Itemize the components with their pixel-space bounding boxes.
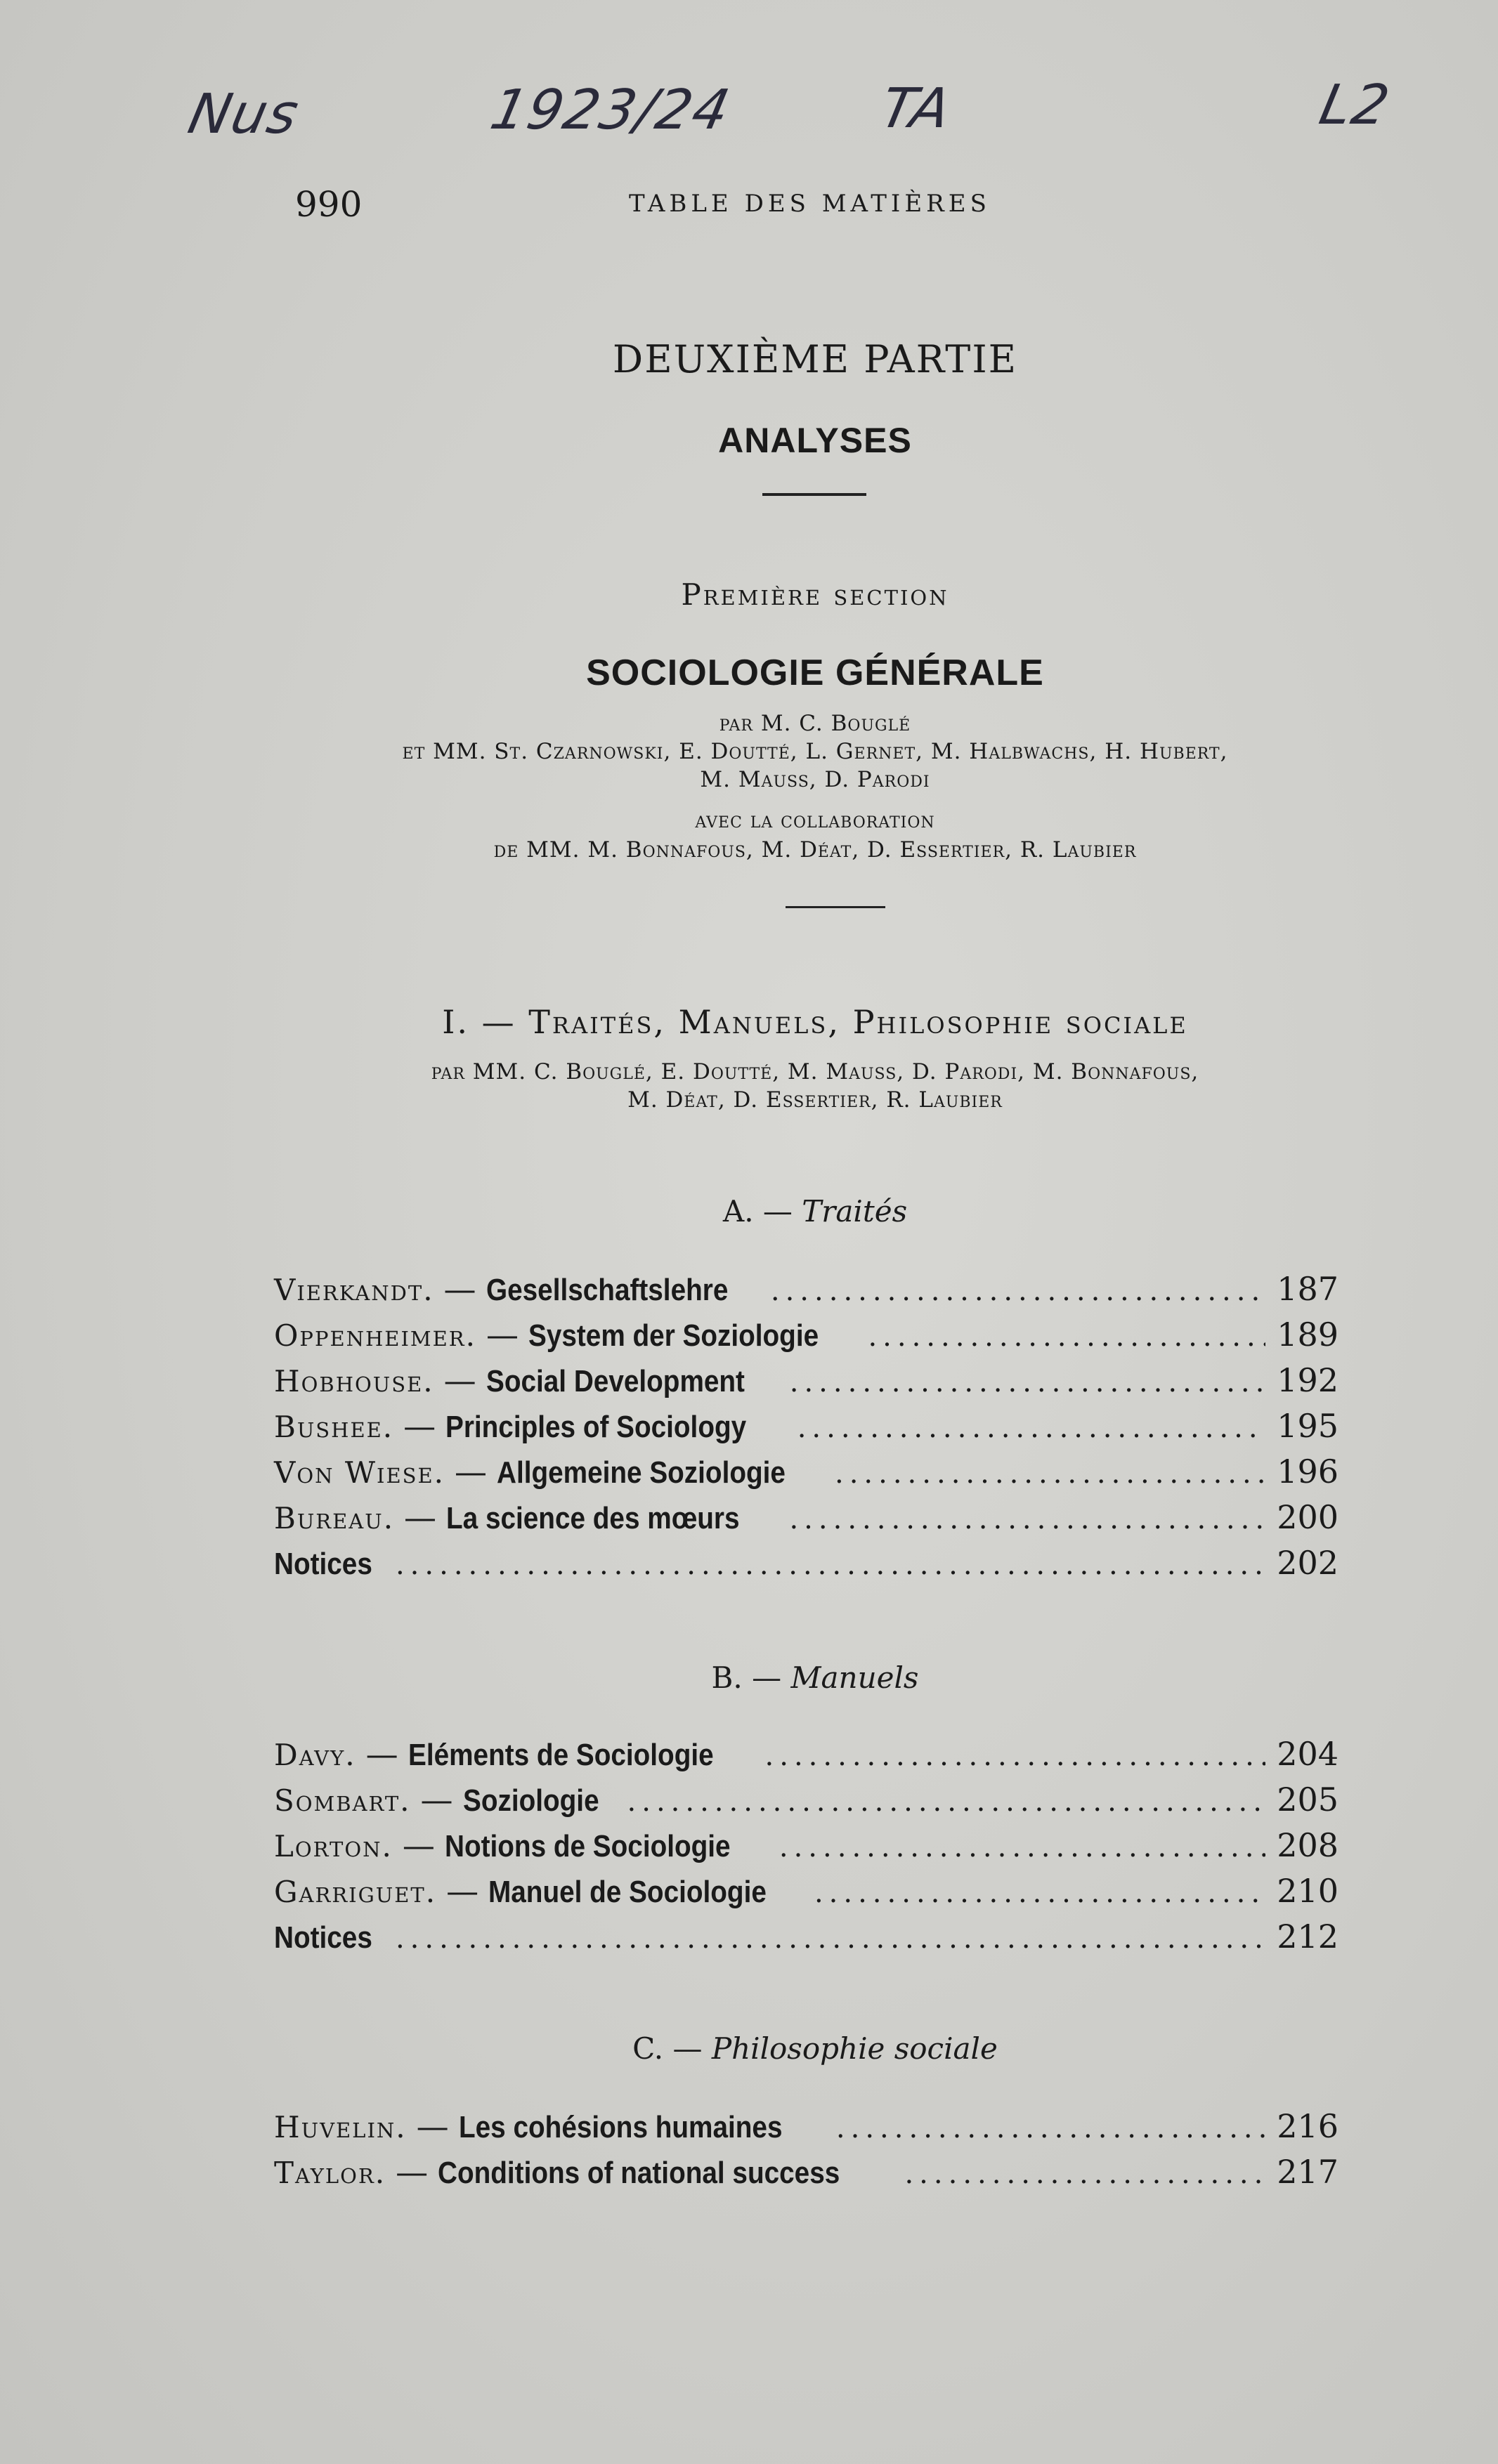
leader-dots (868, 1321, 1265, 1353)
entry-page: 196 (1277, 1453, 1339, 1490)
toc-entry[interactable]: Lorton. — Notions de Sociologie ..... 208 (274, 1826, 1339, 1864)
leader-dots (396, 1922, 1265, 1955)
divider-rule (762, 493, 866, 496)
part-title: DEUXIÈME PARTIE (612, 337, 1018, 381)
entry-page: 195 (1277, 1407, 1339, 1445)
subsection-b-heading (267, 1660, 1363, 1695)
toc-entry[interactable]: Hobhouse. — Social Development ..... 192 (274, 1361, 1339, 1399)
section-credits-3: M. Mauss, D. Parodi (700, 767, 930, 792)
leader-dots (396, 1549, 1265, 1581)
entry-page: 208 (1277, 1826, 1339, 1864)
page-number: 990 (295, 184, 363, 225)
entry-page: 200 (1277, 1498, 1339, 1536)
subsection-letter: C. — (632, 2031, 703, 2066)
leader-dots (771, 1275, 1265, 1307)
section-collab-1: avec la collaboration (695, 808, 935, 833)
subsection-letter: A. — (722, 1194, 793, 1228)
section-label: Première section (681, 577, 949, 612)
leader-dots (765, 1740, 1265, 1772)
handwritten-mark-2: 1923/24 (485, 79, 736, 142)
entry-title: Les cohésions humaines (458, 2110, 783, 2144)
entry-page: 216 (1277, 2107, 1339, 2145)
toc-entry[interactable]: Bureau. — La science des mœurs ..... 200 (274, 1498, 1339, 1536)
entry-page: 189 (1277, 1316, 1339, 1354)
subsection-a-heading (267, 1194, 1363, 1228)
entry-title: Notions de Sociologie (444, 1829, 731, 1863)
entry-page: 202 (1277, 1544, 1339, 1582)
divider-rule-2 (786, 906, 885, 908)
subsection-name: Manuels (790, 1660, 919, 1695)
subsection-letter: B. — (711, 1660, 782, 1695)
entry-author: Davy. (274, 1738, 356, 1772)
toc-entry[interactable]: Huvelin. — Les cohésions humaines ..... 216 (274, 2107, 1339, 2145)
chapter-title: I. — Traités, Manuels, Philosophie sociale (442, 1003, 1188, 1041)
section-collab-2: de MM. M. Bonnafous, M. Déat, D. Essertier, R. Laubier (493, 837, 1137, 863)
entry-author: Lorton. (274, 1829, 393, 1863)
toc-entry[interactable]: Sombart. — Soziologie ..... 205 (274, 1781, 1339, 1818)
entry-author: Sombart. (274, 1783, 411, 1818)
toc-entry[interactable]: Garriguet. — Manuel de Sociologie ..... 210 (274, 1872, 1339, 1910)
chapter-credits-2: M. Déat, D. Essertier, R. Laubier (627, 1087, 1003, 1113)
entry-author: Huvelin. (274, 2110, 407, 2144)
subsection-c-heading (267, 2031, 1363, 2066)
leader-dots (789, 1503, 1265, 1535)
handwritten-mark-1: Nus (183, 83, 305, 146)
entry-author: Hobhouse. (274, 1364, 434, 1398)
entry-page: 217 (1277, 2153, 1339, 2191)
entry-page: 187 (1277, 1270, 1339, 1308)
entry-title: La science des mœurs (446, 1501, 740, 1535)
entry-author: Bushee. (274, 1410, 394, 1444)
toc-entry[interactable]: Davy. — Eléments de Sociologie ..... 204 (274, 1735, 1339, 1773)
chapter-credits-1: par MM. C. Bouglé, E. Doutté, M. Mauss, D. Parodi, M. Bonnafous, (431, 1059, 1199, 1084)
entry-author: Bureau. (274, 1501, 395, 1535)
toc-entry[interactable]: Oppenheimer. — System der Soziologie ..... 189 (274, 1316, 1339, 1354)
entry-author: Von Wiese. (274, 1455, 445, 1490)
entry-page: 192 (1277, 1361, 1339, 1399)
entry-author: Taylor. (274, 2156, 386, 2190)
entry-title: Notices (274, 1920, 372, 1955)
toc-entry[interactable]: Vierkandt. — Gesellschaftslehre ..... 187 (274, 1270, 1339, 1308)
leader-dots (814, 1877, 1265, 1909)
section-title: SOCIOLOGIE GÉNÉRALE (586, 653, 1044, 693)
entry-title: Manuel de Sociologie (488, 1875, 767, 1909)
section-credits-1: par M. C. Bouglé (719, 711, 911, 736)
toc-entry-notices[interactable] (274, 1918, 1339, 1955)
toc-entry[interactable]: Taylor. — Conditions of national success ..... 217 (274, 2153, 1339, 2191)
entry-page: 212 (1277, 1918, 1339, 1955)
toc-entry[interactable]: Von Wiese. — Allgemeine Soziologie ..... 196 (274, 1453, 1339, 1490)
entry-title: Conditions of national success (438, 2156, 840, 2190)
leader-dots (904, 2158, 1265, 2190)
leader-dots (627, 1785, 1265, 1818)
leader-dots (790, 1366, 1265, 1398)
toc-entry-notices[interactable] (274, 1544, 1339, 1582)
entry-title: System der Soziologie (528, 1318, 819, 1353)
leader-dots (835, 1457, 1265, 1490)
entry-author: Vierkandt. (274, 1273, 434, 1307)
entry-page: 210 (1277, 1872, 1339, 1910)
leader-dots (836, 2112, 1265, 2144)
running-title: TABLE DES MATIÈRES (629, 190, 991, 218)
subsection-name: Philosophie sociale (711, 2031, 998, 2066)
subsection-name: Traités (802, 1194, 908, 1228)
section-credits-2: et MM. St. Czarnowski, E. Doutté, L. Gernet, M. Halbwachs, H. Hubert, (402, 739, 1228, 764)
entry-title: Gesellschaftslehre (486, 1273, 728, 1307)
entry-page: 205 (1277, 1781, 1339, 1818)
toc-entry[interactable]: Bushee. — Principles of Sociology ..... 195 (274, 1407, 1339, 1445)
entry-author: Oppenheimer. (274, 1318, 476, 1353)
entry-author: Garriguet. (274, 1875, 437, 1909)
entry-title: Principles of Sociology (445, 1410, 747, 1444)
entry-title: Soziologie (462, 1783, 599, 1818)
entry-title: Social Development (486, 1364, 745, 1398)
entry-title: Notices (274, 1547, 372, 1581)
entry-page: 204 (1277, 1735, 1339, 1773)
entry-title: Eléments de Sociologie (408, 1738, 714, 1772)
handwritten-mark-4: L2 (1314, 74, 1396, 137)
entry-title: Allgemeine Soziologie (497, 1455, 786, 1490)
leader-dots (779, 1831, 1265, 1863)
handwritten-mark-3: TA (875, 77, 958, 140)
part-subtitle: ANALYSES (718, 421, 912, 460)
leader-dots (797, 1412, 1265, 1444)
